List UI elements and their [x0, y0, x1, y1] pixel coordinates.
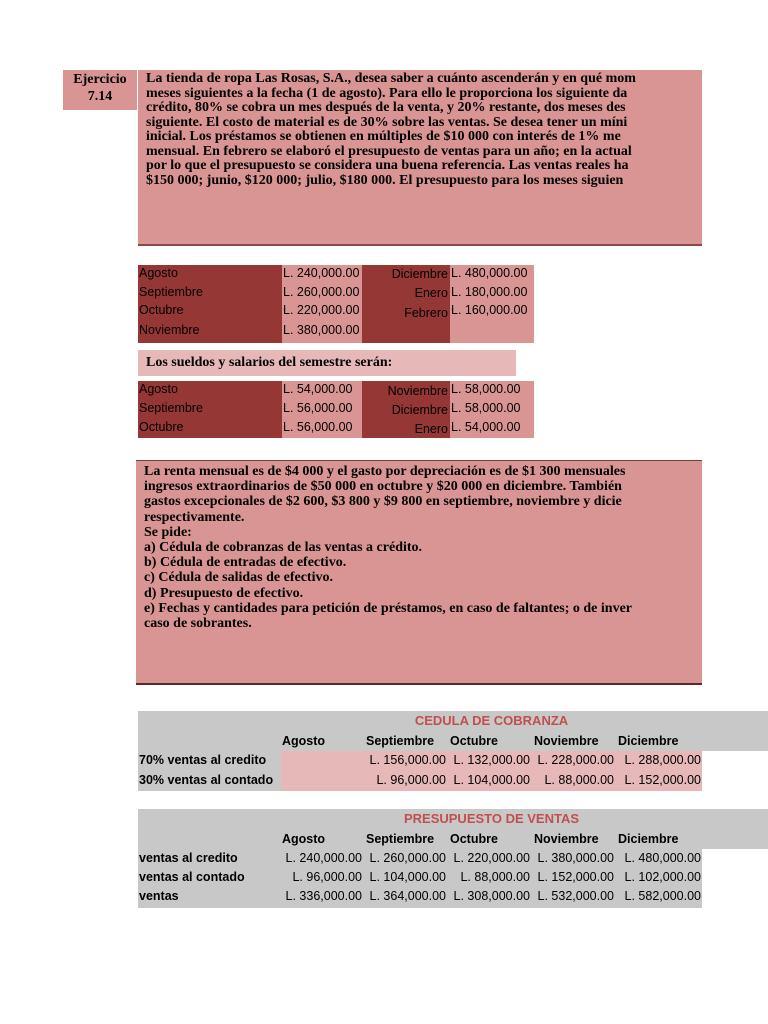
table-title: CEDULA DE COBRANZA	[414, 713, 569, 728]
table-row-label: 30% ventas al contado	[139, 773, 274, 787]
details-line: caso de sobrantes.	[144, 616, 252, 632]
table-cell: L. 96,000.00	[292, 870, 362, 884]
salaries-block	[138, 381, 534, 438]
intro-line: por lo que el presupuesto se considera una buena referencia. Las ventas reales ha	[146, 158, 629, 173]
cobranza-table	[138, 711, 768, 791]
table-cell: L. 132,000.00	[453, 753, 530, 767]
salary-amount: L. 58,000.00	[451, 382, 521, 396]
table-cell: L. 336,000.00	[285, 889, 362, 903]
sales-amount: L. 220,000.00	[283, 303, 360, 317]
salary-month: Enero	[414, 422, 448, 436]
table-row-label: ventas al credito	[139, 851, 238, 865]
sales-amount: L. 240,000.00	[283, 266, 360, 280]
details-line: c) Cédula de salidas de efectivo.	[144, 570, 333, 586]
table-cell: L. 104,000.00	[369, 870, 446, 884]
sales-month: Diciembre	[391, 267, 448, 281]
table-col-header: Agosto	[282, 734, 326, 748]
table-cell: L. 102,000.00	[624, 870, 701, 884]
details-line: respectivamente.	[144, 509, 245, 525]
table-col-header: Noviembre	[534, 734, 599, 748]
table-cell: L. 96,000.00	[376, 773, 446, 787]
sales-month: Febrero	[404, 306, 448, 320]
details-line: d) Presupuesto de efectivo.	[144, 585, 304, 601]
table-cell: L. 104,000.00	[453, 773, 530, 787]
details-line: b) Cédula de entradas de efectivo.	[144, 555, 347, 571]
table-cell: L. 88,000.00	[544, 773, 614, 787]
intro-line: siguiente. El costo de material es de 30% sobre las ventas. Se desea tener un míni	[146, 114, 628, 130]
intro-line: $150 000; junio, $120 000; julio, $180 000. El presupuesto para los meses siguien	[146, 172, 624, 188]
table-col-header: Septiembre	[366, 832, 435, 846]
table-row-label: ventas	[139, 889, 179, 903]
table-cell: L. 156,000.00	[369, 753, 446, 767]
details-text-box	[136, 460, 702, 685]
table-col-header: Diciembre	[618, 832, 679, 846]
intro-line: inicial. Los préstamos se obtienen en múltiples de $10 000 con interés de 1% me	[146, 129, 621, 144]
sales-amount: L. 380,000.00	[283, 323, 360, 337]
salary-amount: L. 54,000.00	[451, 420, 521, 434]
sales-budget-block	[138, 265, 534, 343]
table-col-header: Septiembre	[366, 734, 435, 748]
table-col-header: Octubre	[450, 832, 498, 846]
table-cell: L. 364,000.00	[369, 889, 446, 903]
table-col-header: Agosto	[282, 832, 326, 846]
intro-line: meses siguientes a la fecha (1 de agosto). Para ello le proporciona los siguiente da	[146, 85, 628, 101]
intro-line: La tienda de ropa Las Rosas, S.A., desea saber a cuánto ascenderán y en qué mom	[146, 71, 636, 86]
table-cell: L. 480,000.00	[624, 851, 701, 865]
details-line: La renta mensual es de $4 000 y el gasto por depreciación es de $1 300 mensuales	[144, 464, 626, 479]
sales-month: Noviembre	[139, 323, 200, 337]
exercise-number: 7.14	[87, 89, 113, 104]
salary-amount: L. 56,000.00	[283, 420, 353, 434]
details-line: ingresos extraordinarios de $50 000 en octubre y $20 000 en diciembre. También	[144, 479, 622, 495]
salary-amount: L. 58,000.00	[451, 401, 521, 415]
salary-amount: L. 56,000.00	[283, 401, 353, 415]
details-line: a) Cédula de cobranzas de las ventas a crédito.	[144, 540, 423, 556]
salaries-note: Los sueldos y salarios del semestre serán:	[138, 350, 516, 376]
salary-month: Diciembre	[391, 403, 448, 417]
table-col-header: Diciembre	[618, 734, 679, 748]
table-cell: L. 240,000.00	[285, 851, 362, 865]
table-row-label: ventas al contado	[139, 870, 245, 884]
sales-month: Agosto	[139, 266, 178, 280]
intro-line: mensual. En febrero se elaboró el presupuesto de ventas para un año; en la actual	[146, 143, 632, 159]
table-cell: L. 260,000.00	[369, 851, 446, 865]
table-cell: L. 532,000.00	[537, 889, 614, 903]
sales-month: Enero	[414, 286, 448, 300]
intro-line: crédito, 80% se cobra un mes después de la venta, y 20% restante, dos meses des	[146, 100, 626, 115]
table-cell: L. 220,000.00	[453, 851, 530, 865]
table-col-header: Noviembre	[534, 832, 599, 846]
salary-amount: L. 54,000.00	[283, 382, 353, 396]
table-cell: L. 582,000.00	[624, 889, 701, 903]
table-cell: L. 308,000.00	[453, 889, 530, 903]
table-col-header: Octubre	[450, 734, 498, 748]
table-cell: L. 228,000.00	[537, 753, 614, 767]
salary-month: Agosto	[139, 382, 178, 396]
exercise-label-line1: Ejercicio	[73, 72, 127, 87]
details-text	[144, 464, 702, 631]
details-line: gastos excepcionales de $2 600, $3 800 y $9 800 en septiembre, noviembre y dicie	[144, 494, 622, 510]
table-cell: L. 380,000.00	[537, 851, 614, 865]
sales-amount: L. 180,000.00	[451, 285, 528, 299]
presupuesto-table	[138, 809, 768, 908]
salary-month: Octubre	[139, 420, 184, 434]
table-row-label: 70% ventas al credito	[139, 753, 267, 767]
details-line: e) Fechas y cantidades para petición de préstamos, en caso de faltantes; o de inver	[144, 600, 633, 616]
table-title: PRESUPUESTO DE VENTAS	[403, 811, 580, 826]
table-cell: L. 288,000.00	[624, 753, 701, 767]
sales-month: Octubre	[139, 303, 184, 317]
exercise-label	[63, 70, 137, 110]
sales-amount: L. 160,000.00	[451, 303, 528, 317]
sales-amount: L. 480,000.00	[451, 266, 528, 280]
table-cell: L. 152,000.00	[624, 773, 701, 787]
table-cell: L. 88,000.00	[460, 870, 530, 884]
sales-amount: L. 260,000.00	[283, 285, 360, 299]
salary-month: Septiembre	[139, 401, 203, 415]
intro-text-box	[138, 70, 702, 246]
table-cell: L. 152,000.00	[537, 870, 614, 884]
details-line: Se pide:	[144, 524, 192, 540]
intro-text	[146, 72, 702, 188]
sales-month: Septiembre	[139, 285, 203, 299]
salary-month: Noviembre	[387, 384, 448, 398]
